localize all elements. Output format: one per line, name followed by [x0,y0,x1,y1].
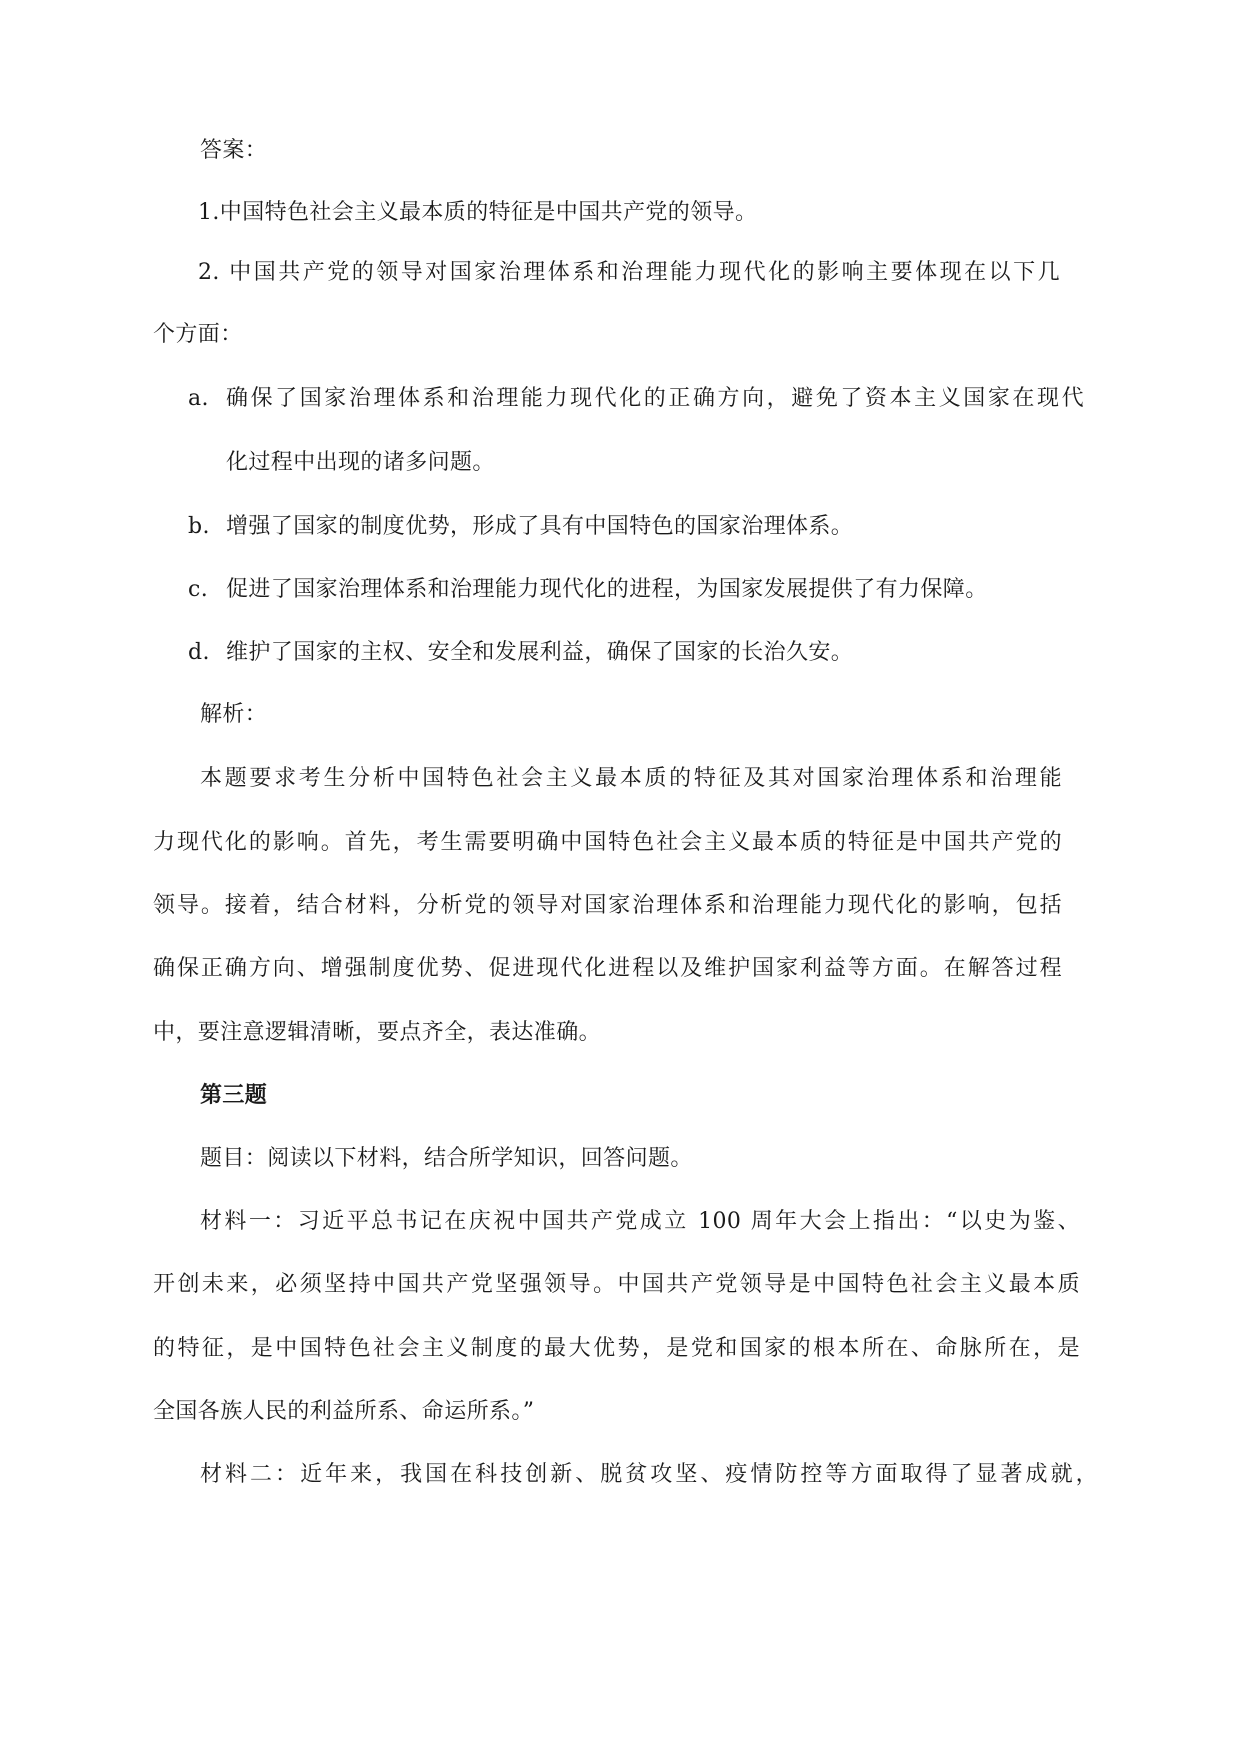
material-2-line-1: 材料二：近年来，我国在科技创新、脱贫攻坚、疫情防控等方面取得了显著成就， [200,1462,1098,1487]
question-line: 题目：阅读以下材料，结合所学知识，回答问题。 [200,1146,693,1171]
list-item-b: 增强了国家的制度优势，形成了具有中国特色的国家治理体系。 [226,514,854,539]
answer-2-line-1: 2. 中国共产党的领导对国家治理体系和治理能力现代化的影响主要体现在以下几 [198,260,1060,285]
section-title: 第三题 [200,1082,268,1108]
analysis-line-2: 力现代化的影响。首先，考生需要明确中国特色社会主义最本质的特征是中国共产党的 [153,830,1062,855]
list-marker-c: c. [188,577,209,602]
answer-1: 1.中国特色社会主义最本质的特征是中国共产党的领导。 [198,200,758,225]
list-marker-b: b. [188,514,210,539]
analysis-line-1: 本题要求考生分析中国特色社会主义最本质的特征及其对国家治理体系和治理能 [200,766,1062,791]
list-marker-d: d. [188,640,210,665]
answer-label: 答案： [200,138,268,163]
answer-2-line-2: 个方面： [153,322,243,347]
material-1-line-1: 材料一：习近平总书记在庆祝中国共产党成立 100 周年大会上指出：“以史为鉴、 [200,1209,1080,1234]
list-item-c: 促进了国家治理体系和治理能力现代化的进程，为国家发展提供了有力保障。 [226,577,988,602]
list-item-d: 维护了国家的主权、安全和发展利益，确保了国家的长治久安。 [226,640,854,665]
material-1-line-4: 全国各族人民的利益所系、命运所系。” [153,1399,535,1424]
list-marker-a: a. [188,386,209,411]
analysis-label: 解析： [200,702,268,727]
material-1-line-2: 开创未来，必须坚持中国共产党坚强领导。中国共产党领导是中国特色社会主义最本质 [153,1272,1080,1297]
analysis-line-4: 确保正确方向、增强制度优势、促进现代化进程以及维护国家利益等方面。在解答过程 [153,956,1062,981]
analysis-line-5: 中，要注意逻辑清晰，要点齐全，表达准确。 [153,1020,602,1045]
list-item-a-line-1: 确保了国家治理体系和治理能力现代化的正确方向，避免了资本主义国家在现代 [226,386,1084,411]
list-item-a-line-2: 化过程中出现的诸多问题。 [226,450,495,475]
analysis-line-3: 领导。接着，结合材料，分析党的领导对国家治理体系和治理能力现代化的影响，包括 [153,893,1062,918]
material-1-line-3: 的特征，是中国特色社会主义制度的最大优势，是党和国家的根本所在、命脉所在，是 [153,1336,1080,1361]
